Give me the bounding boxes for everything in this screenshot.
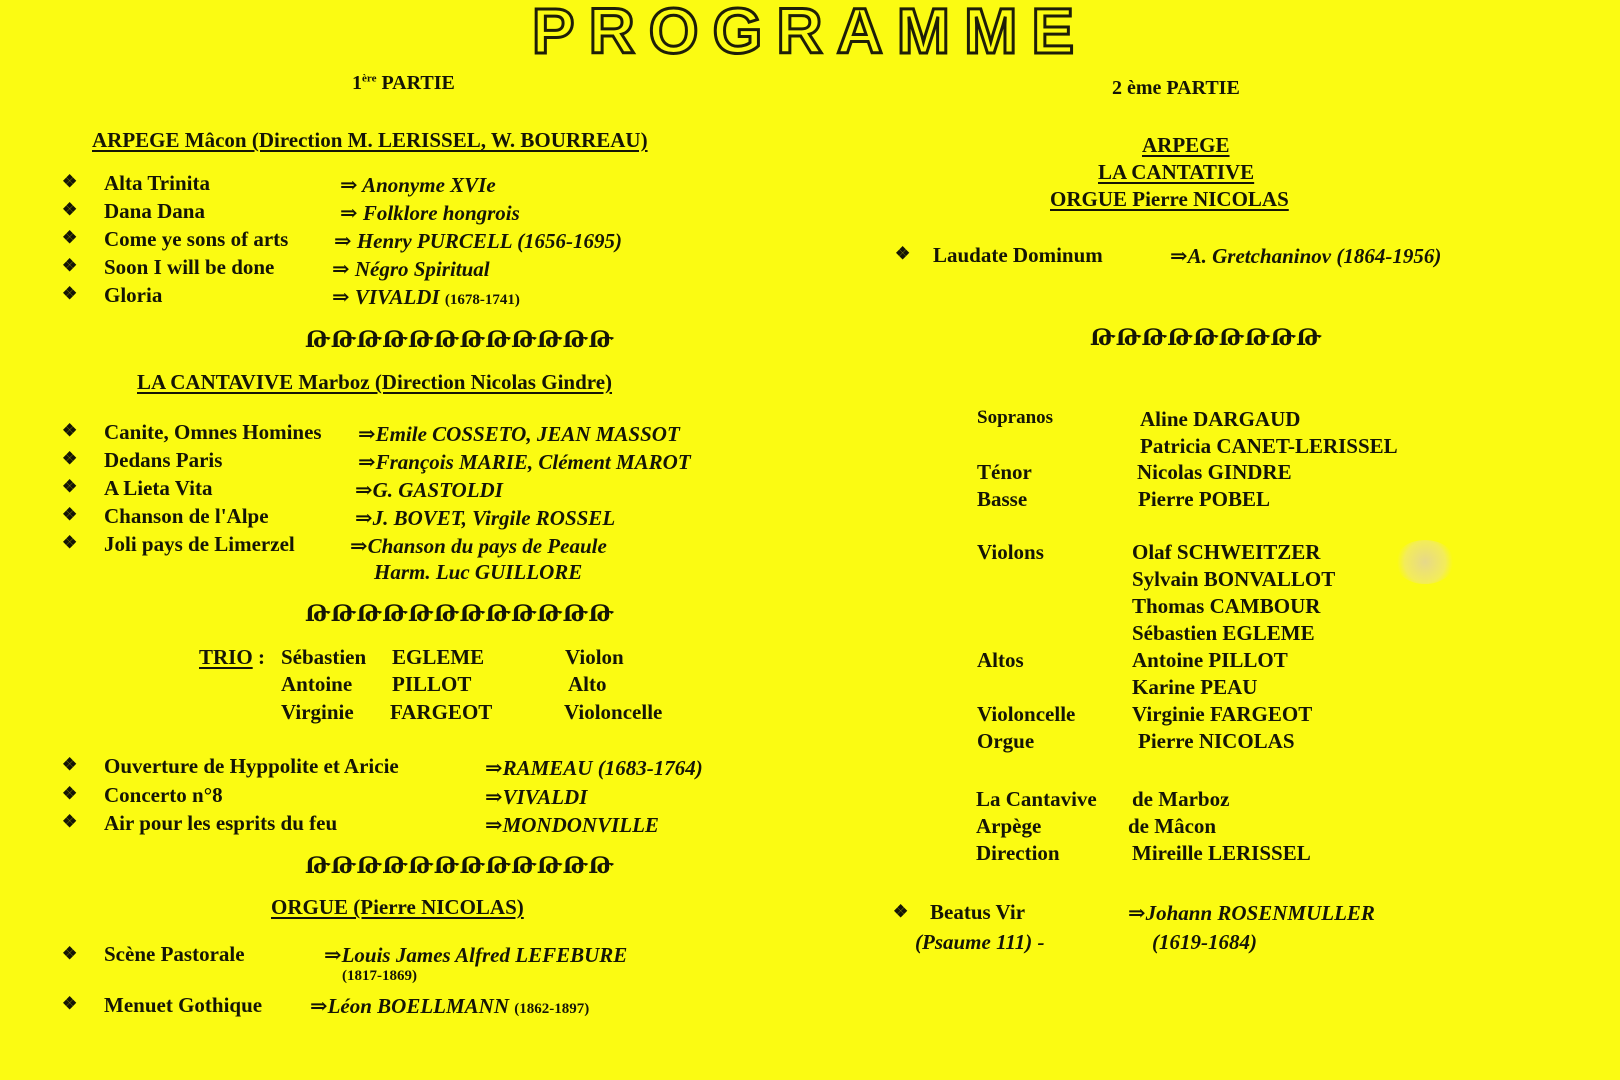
- piece-composer: ⇒Louis James Alfred LEFEBURE: [324, 943, 628, 967]
- piece-title: Joli pays de Limerzel: [104, 532, 295, 556]
- ornament-divider: ԹԹԹԹԹԹԹԹԹԹԹԹ: [305, 601, 615, 626]
- part2-group-line: LA CANTATIVE: [1098, 160, 1255, 184]
- trio-label: TRIO: [199, 645, 253, 669]
- part2-group-line: ARPEGE: [1142, 133, 1230, 157]
- piece-composer: ⇒RAMEAU (1683-1764): [485, 756, 703, 780]
- bullet-icon: ❖: [62, 256, 78, 275]
- choir-role: La Cantavive: [976, 787, 1097, 811]
- piece-composer: ⇒VIVALDI: [485, 785, 588, 809]
- ornament-divider: ԹԹԹԹԹԹԹԹԹ: [1090, 325, 1322, 350]
- trio-last-name: FARGEOT: [390, 700, 493, 724]
- bullet-icon: ❖: [62, 812, 78, 831]
- performer-role: Sopranos: [977, 407, 1054, 428]
- piece-composer: ⇒Emile COSSETO, JEAN MASSOT: [358, 422, 680, 446]
- piece-title: Air pour les esprits du feu: [104, 811, 338, 835]
- performer-name: Sylvain BONVALLOT: [1132, 567, 1336, 591]
- piece-title: Dedans Paris: [104, 448, 223, 472]
- piece-title: Scène Pastorale: [104, 942, 245, 966]
- piece-composer-name: ⇒Léon BOELLMANN: [310, 994, 510, 1018]
- piece-composer: [332, 284, 520, 310]
- bullet-icon: ❖: [62, 755, 78, 774]
- trio-instrument: Alto: [568, 672, 607, 696]
- piece-composer: ⇒ Négro Spiritual: [332, 257, 490, 281]
- ornament-divider: ԹԹԹԹԹԹԹԹԹԹԹԹ: [305, 327, 615, 352]
- arpege-heading: ARPEGE Mâcon (Direction M. LERISSEL, W. BOURREAU): [92, 128, 648, 152]
- piece-composer: ⇒MONDONVILLE: [485, 813, 659, 837]
- performer-role: Basse: [977, 487, 1028, 511]
- piece-composer: ⇒A. Gretchaninov (1864-1956): [1170, 244, 1442, 268]
- piece-composer-name: ⇒ VIVALDI: [332, 285, 440, 309]
- performer-name: Pierre POBEL: [1138, 487, 1270, 511]
- performer-role: Orgue: [977, 729, 1035, 753]
- cantavive-heading: LA CANTAVIVE Marboz (Direction Nicolas Gindre): [137, 370, 613, 394]
- bullet-icon: ❖: [62, 505, 78, 524]
- piece-title: Canite, Omnes Homines: [104, 420, 322, 444]
- trio-last-name: PILLOT: [392, 672, 472, 696]
- piece-title: Gloria: [104, 283, 163, 307]
- performer-name: Olaf SCHWEITZER: [1132, 540, 1321, 564]
- bullet-icon: ❖: [62, 477, 78, 496]
- paper-stain: [1395, 540, 1455, 584]
- piece-title: Dana Dana: [104, 199, 205, 223]
- bullet-icon: ❖: [62, 172, 78, 191]
- piece-dates: (1619-1684): [1152, 930, 1257, 954]
- piece-title: Menuet Gothique: [104, 993, 263, 1017]
- piece-composer: ⇒ Folklore hongrois: [340, 201, 520, 225]
- part1-heading: [352, 72, 455, 95]
- performer-name: Aline DARGAUD: [1140, 407, 1301, 431]
- piece-composer: ⇒Chanson du pays de Peaule: [350, 534, 607, 558]
- part2-heading: 2 ème PARTIE: [1112, 77, 1240, 99]
- performer-name: Nicolas GINDRE: [1137, 460, 1292, 484]
- piece-title: Come ye sons of arts: [104, 227, 289, 251]
- performer-name: Virginie FARGEOT: [1132, 702, 1313, 726]
- piece-title: Concerto n°8: [104, 783, 223, 807]
- piece-composer: [310, 993, 589, 1019]
- performer-name: Pierre NICOLAS: [1138, 729, 1295, 753]
- performer-role: Violons: [977, 540, 1044, 564]
- trio-last-name: EGLEME: [392, 645, 485, 669]
- trio-instrument: Violoncelle: [564, 700, 663, 724]
- part1-heading-word: PARTIE: [376, 72, 455, 94]
- piece-title: Alta Trinita: [104, 171, 210, 195]
- piece-title: Beatus Vir: [930, 900, 1026, 924]
- performer-name: Patricia CANET-LERISSEL: [1140, 434, 1398, 458]
- performer-name: Karine PEAU: [1132, 675, 1258, 699]
- trio-first-name: Sébastien: [281, 645, 367, 669]
- performer-name: Antoine PILLOT: [1132, 648, 1288, 672]
- performer-role: Violoncelle: [977, 702, 1076, 726]
- part1-heading-num: 1: [352, 72, 362, 94]
- choir-value: Mireille LERISSEL: [1132, 841, 1311, 865]
- part1-heading-sup: ère: [362, 72, 377, 85]
- performer-name: Sébastien EGLEME: [1132, 621, 1315, 645]
- choir-value: de Marboz: [1132, 787, 1230, 811]
- bullet-icon: ❖: [893, 902, 909, 921]
- piece-title: Chanson de l'Alpe: [104, 504, 269, 528]
- performer-role: Ténor: [977, 460, 1032, 484]
- piece-title: Ouverture de Hyppolite et Aricie: [104, 754, 399, 778]
- bullet-icon: ❖: [895, 244, 911, 263]
- bullet-icon: ❖: [62, 421, 78, 440]
- bullet-icon: ❖: [62, 784, 78, 803]
- bullet-icon: ❖: [62, 533, 78, 552]
- piece-composer: ⇒G. GASTOLDI: [355, 478, 503, 502]
- bullet-icon: ❖: [62, 994, 78, 1013]
- trio-colon: :: [252, 645, 265, 669]
- piece-subtitle: (Psaume 111) -: [915, 930, 1045, 954]
- ornament-divider: ԹԹԹԹԹԹԹԹԹԹԹԹ: [305, 853, 615, 878]
- piece-composer: ⇒J. BOVET, Virgile ROSSEL: [355, 506, 616, 530]
- piece-dates: (1678-1741): [444, 292, 520, 308]
- piece-dates: (1817-1869): [342, 968, 417, 984]
- performer-name: Thomas CAMBOUR: [1132, 594, 1321, 618]
- programme-title: PROGRAMME: [531, 0, 1089, 67]
- performer-role: Altos: [977, 648, 1024, 672]
- piece-dates: (1862-1897): [514, 1001, 590, 1017]
- bullet-icon: ❖: [62, 944, 78, 963]
- piece-composer: ⇒ Anonyme XVIe: [340, 173, 496, 197]
- trio-first-name: Antoine: [281, 672, 353, 696]
- piece-title: A Lieta Vita: [104, 476, 213, 500]
- piece-arranger: Harm. Luc GUILLORE: [374, 560, 583, 584]
- trio-first-name: Virginie: [281, 700, 354, 724]
- piece-composer: ⇒Johann ROSENMULLER: [1128, 901, 1375, 925]
- piece-title: Soon I will be done: [104, 255, 275, 279]
- choir-value: de Mâcon: [1128, 814, 1217, 838]
- bullet-icon: ❖: [62, 284, 78, 303]
- part2-group-line: ORGUE Pierre NICOLAS: [1050, 187, 1289, 211]
- piece-title: Laudate Dominum: [933, 243, 1103, 267]
- trio-instrument: Violon: [565, 645, 624, 669]
- choir-role: Arpège: [976, 814, 1042, 838]
- bullet-icon: ❖: [62, 228, 78, 247]
- orgue-heading: ORGUE (Pierre NICOLAS): [271, 895, 524, 919]
- piece-composer: ⇒ Henry PURCELL (1656-1695): [334, 229, 623, 253]
- piece-composer: ⇒François MARIE, Clément MAROT: [358, 450, 691, 474]
- trio-label-line: [199, 645, 265, 670]
- bullet-icon: ❖: [62, 200, 78, 219]
- choir-role: Direction: [976, 841, 1060, 865]
- bullet-icon: ❖: [62, 449, 78, 468]
